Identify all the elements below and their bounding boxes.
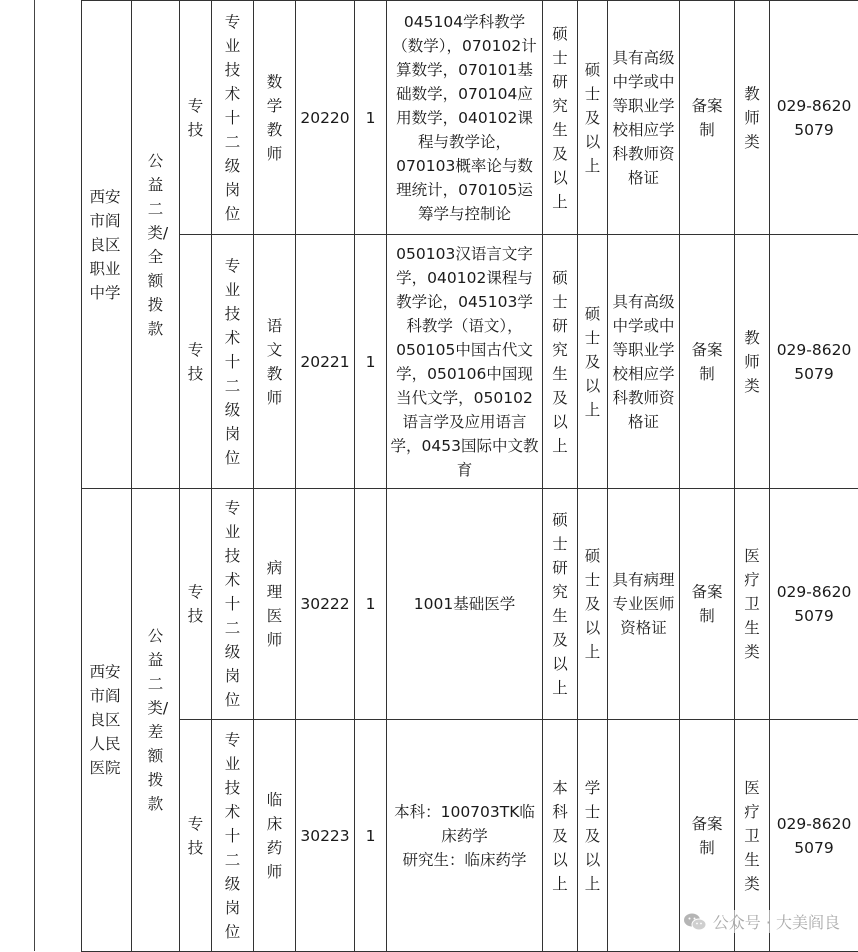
education-requirement: 硕士研究生及以上 [552,22,568,214]
position-major-cell [387,489,543,720]
position-type-cell [180,1,212,235]
position-title: 语文教师 [266,314,282,410]
education-cell [543,489,578,720]
position-major-cell [387,1,543,235]
staffing-type: 备案制 [690,580,724,628]
staffing-cell [680,489,735,720]
position-type-cell [180,720,212,952]
watermark [683,910,840,933]
contact-phone: 029-86205079 [770,1,858,235]
position-type: 专技 [187,338,203,386]
exam-cell [735,235,770,489]
exam-cell [735,1,770,235]
position-type: 专技 [187,94,203,142]
position-type: 专技 [187,812,203,860]
degree-cell [578,235,608,489]
position-level-cell [212,489,254,720]
position-level: 专业技术十二级岗位 [224,496,240,712]
contact-phone: 029-86205079 [770,720,858,952]
contact-phone: 029-86205079 [770,489,858,720]
watermark-text: 公众号 · 大美阎良 [713,910,840,933]
position-type: 专技 [187,580,203,628]
other-requirement [608,720,680,952]
other-requirement: 具有病理专业医师资格证 [608,489,680,720]
position-level: 专业技术十二级岗位 [224,254,240,470]
education-requirement: 硕士研究生及以上 [552,508,568,700]
position-count: 1 [355,489,387,720]
degree-cell [578,720,608,952]
education-requirement: 硕士研究生及以上 [552,266,568,458]
exam-category: 医疗卫生类 [744,544,760,664]
page-border-left [34,0,35,951]
education-cell [543,235,578,489]
exam-category: 教师类 [744,82,760,154]
position-major-line: 研究生：临床药学 [390,848,539,872]
degree-cell [578,1,608,235]
degree-requirement: 硕士及以上 [584,544,600,664]
exam-category: 教师类 [744,326,760,398]
position-level-cell [212,235,254,489]
wechat-icon [683,912,707,932]
position-level-cell [212,720,254,952]
position-level-cell [212,1,254,235]
position-title: 临床药师 [266,788,282,884]
table-row [82,235,858,489]
other-requirement: 具有高级中学或中等职业学校相应学科教师资格证 [608,235,680,489]
position-title-cell [254,235,296,489]
position-level: 专业技术十二级岗位 [224,728,240,944]
position-type-cell [180,489,212,720]
education-cell [543,720,578,952]
position-major: 045104学科教学（数学），070102计算数学，070101基础数学，070104应用数学，040102课程与教学论，070103概率论与数理统计，070105运筹学与控制论 [390,10,539,226]
position-count: 1 [355,1,387,235]
position-title-cell [254,1,296,235]
unit-category-cell [132,1,180,489]
staffing-type: 备案制 [690,338,724,386]
position-code: 30222 [296,489,355,720]
unit-category: 公益二类/全额拨款 [147,149,163,341]
position-major: 050103汉语言文字学，040102课程与教学论，045103学科教学（语文），050105中国古代文学，050106中国现当代文学，050102语言学及应用语言学，0453国际中文教育 [390,242,539,482]
staffing-type: 备案制 [690,94,724,142]
position-major-cell [387,720,543,952]
recruitment-table [81,0,858,952]
position-title-cell [254,489,296,720]
position-code: 20221 [296,235,355,489]
unit-name: 西安市阎良区职业中学 [89,185,123,305]
unit-name-cell [82,1,132,489]
degree-cell [578,489,608,720]
position-major: 1001基础医学 [414,592,515,616]
exam-category: 医疗卫生类 [744,776,760,896]
position-major-line: 本科：100703TK临床药学 [390,800,539,848]
exam-cell [735,489,770,720]
degree-requirement: 硕士及以上 [584,58,600,178]
position-count: 1 [355,720,387,952]
degree-requirement: 硕士及以上 [584,302,600,422]
position-title: 病理医师 [266,556,282,652]
contact-phone: 029-86205079 [770,235,858,489]
unit-category-cell [132,489,180,952]
staffing-cell [680,1,735,235]
unit-name: 西安市阎良区人民医院 [89,660,123,780]
position-code: 30223 [296,720,355,952]
position-type-cell [180,235,212,489]
degree-requirement: 学士及以上 [584,776,600,896]
table-row [82,489,858,720]
position-major-cell [387,235,543,489]
table-row [82,1,858,235]
unit-name-cell [82,489,132,952]
unit-category: 公益二类/差额拨款 [147,624,163,816]
staffing-type: 备案制 [690,812,724,860]
education-requirement: 本科及以上 [552,776,568,896]
position-title-cell [254,720,296,952]
position-level: 专业技术十二级岗位 [224,10,240,226]
position-title: 数学教师 [266,70,282,166]
position-count: 1 [355,235,387,489]
education-cell [543,1,578,235]
staffing-cell [680,235,735,489]
other-requirement: 具有高级中学或中等职业学校相应学科教师资格证 [608,1,680,235]
position-code: 20220 [296,1,355,235]
